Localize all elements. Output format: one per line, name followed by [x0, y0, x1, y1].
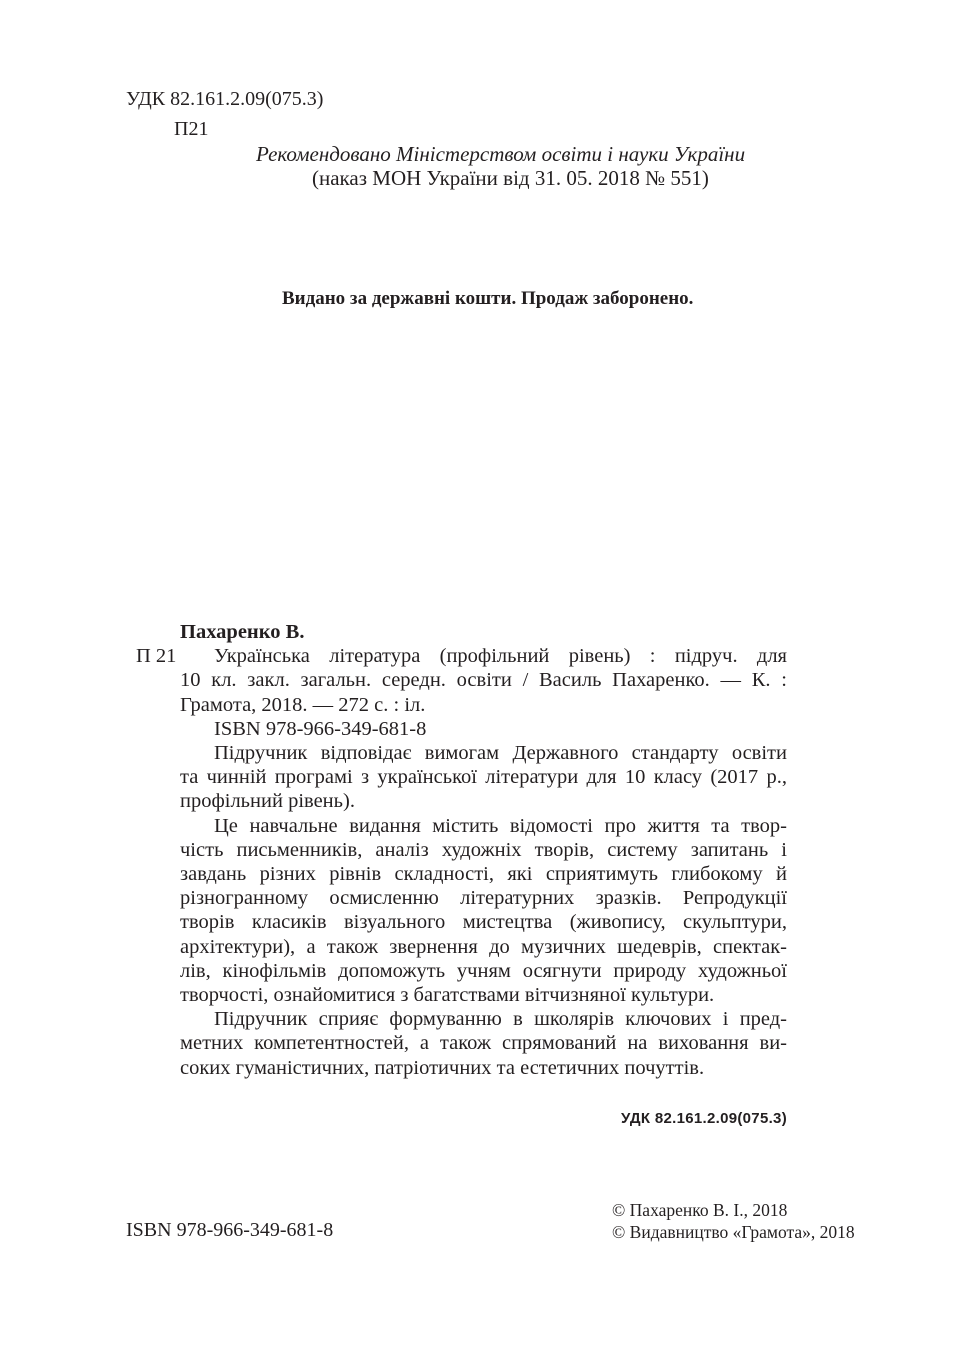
annotation-line: та чинній програмі з української літератури для 10 класу (2017 р.,	[180, 766, 787, 789]
annotation-line: Це навчальне видання містить відомості про життя та твор-	[214, 814, 787, 837]
annotation-line: Підручник сприяє формуванню в школярів ключових і пред-	[214, 1008, 787, 1031]
annotation-line: профільний рівень).	[180, 790, 355, 813]
ministry-recommendation: Рекомендовано Міністерством освіти і науки України	[256, 142, 746, 166]
copyright-block	[612, 1199, 855, 1243]
annotation-line: творчості, ознайомитися з багатствами вітчизняної культури.	[180, 984, 715, 1007]
copyright-publisher: © Видавництво «Грамота», 2018	[612, 1222, 855, 1242]
annotation-line: творів класиків візуального мистецтва (живопису, скульптури,	[180, 911, 787, 934]
annotation-line: різногранному осмисленню літературних зразків. Репродукції	[180, 887, 787, 910]
bibliographic-record	[180, 620, 787, 1080]
udk-code-bottom: УДК 82.161.2.09(075.3)	[621, 1110, 787, 1127]
annotation-line: лів, кінофільмів допоможуть учням осягнути природу художньої	[180, 959, 787, 982]
description-line: 10 кл. закл. загальн. середн. освіти / Василь Пахаренко. — К. :	[180, 669, 787, 692]
annotation-line: метних компетентностей, а також спрямований на виховання ви-	[180, 1032, 787, 1055]
annotation-line: архітектури), а також звернення до музичних шедеврів, спектак-	[180, 935, 787, 958]
description-line: Українська література (профільний рівень) : підруч. для	[214, 645, 787, 668]
annotation-line: завдань різних рівнів складності, які сприятимуть глибокому й	[180, 863, 787, 886]
author-code-top: П21	[174, 118, 209, 140]
annotation-line: соких гуманістичних, патріотичних та естетичних почуттів.	[180, 1056, 705, 1079]
author-name: Пахаренко В.	[180, 621, 305, 643]
ministry-order: (наказ МОН України від 31. 05. 2018 № 551)	[312, 166, 709, 190]
annotation-line: Підручник відповідає вимогам Державного стандарту освіти	[214, 742, 787, 765]
isbn-line: ISBN 978-966-349-681-8	[214, 717, 427, 740]
udk-code-top: УДК 82.161.2.09(075.3)	[126, 88, 324, 110]
annotation-line: чість письменників, аналіз художніх творів, систему запитань і	[180, 838, 787, 861]
author-code-left: П 21	[136, 645, 177, 667]
description-line: Грамота, 2018. — 272 с. : іл.	[180, 693, 426, 716]
funding-notice: Видано за державні кошти. Продаж заборонено.	[282, 288, 694, 309]
isbn-footer: ISBN 978-966-349-681-8	[126, 1219, 334, 1241]
copyright-author: © Пахаренко В. І., 2018	[612, 1200, 788, 1220]
